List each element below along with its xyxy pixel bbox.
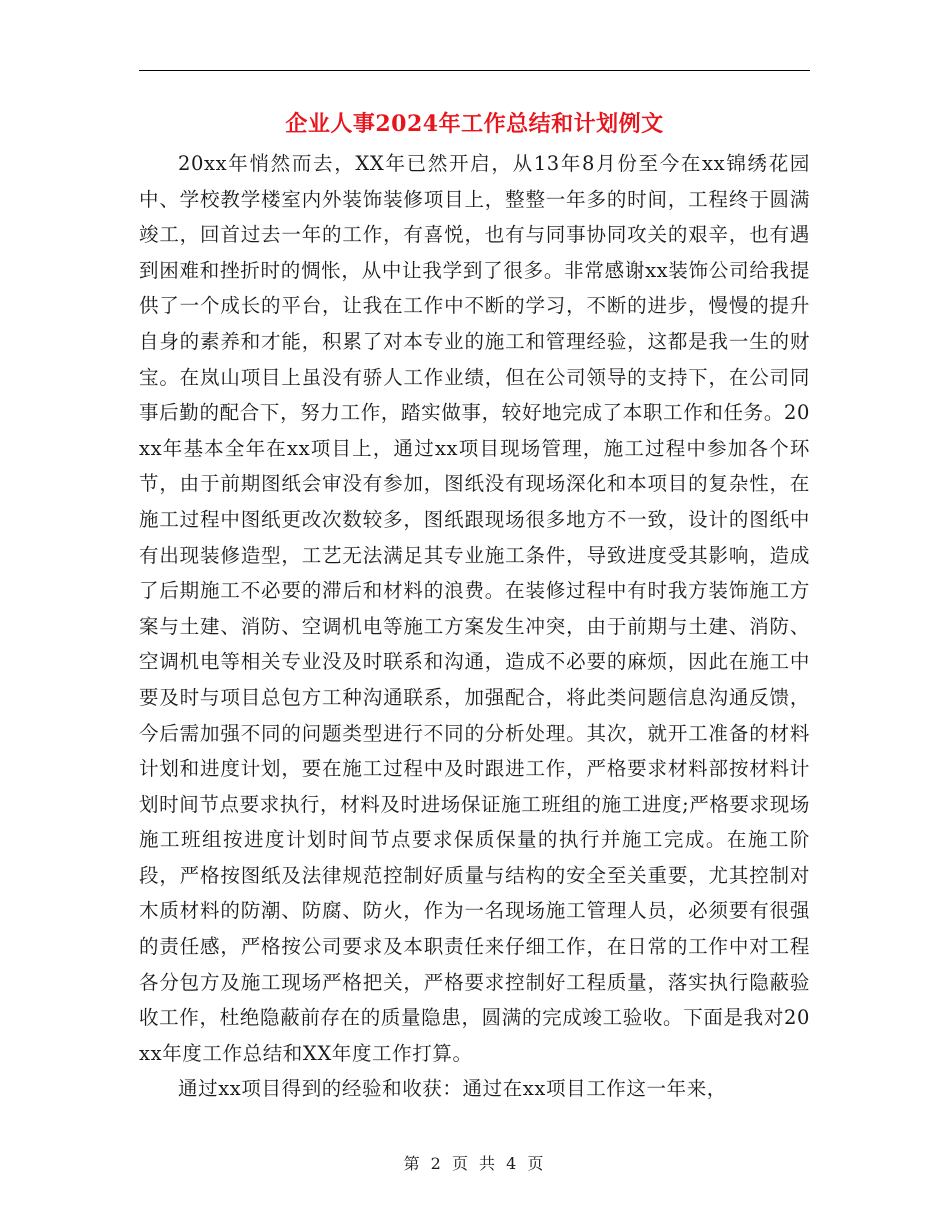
body-paragraph: 20xx年悄然而去，XX年已然开启，从13年8月份至今在xx锦绣花园中、学校教学楼室内外装饰装修项目上，整整一年多的时间，工程终于圆满竣工，回首过去一年的工作，有喜悦，也有与同事协同攻关的艰辛，也有遇到困难和挫折时的惆怅，从中让我学到了很多。非常感谢xx装饰公司给我提供了一个成长的平台，让我在工作中不断的学习，不断的进步，慢慢的提升自身的素养和才能，积累了对本专业的施工和管理经验，这都是我一生的财宝。在岚山项目上虽没有骄人工作业绩，但在公司领导的支持下，在公司同事后勤的配合下，努力工作，踏实做事，较好地完成了本职工作和任务。20xx年基本全年在xx项目上，通过xx项目现场管理，施工过程中参加各个环节，由于前期图纸会审没有参加，图纸没有现场深化和本项目的复杂性，在施工过程中图纸更改次数较多，图纸跟现场很多地方不一致，设计的图纸中有出现装修造型，工艺无法满足其专业施工条件，导致进度受其影响，造成了后期施工不必要的滞后和材料的浪费。在装修过程中有时我方装饰施工方案与土建、消防、空调机电等施工方案发生冲突，由于前期与土建、消防、空调机电等相关专业没及时联系和沟通，造成不必要的麻烦，因此在施工中要及时与项目总包方工种沟通联系，加强配合，将此类问题信息沟通反馈，今后需加强不同的问题类型进行不同的分析处理。其次，就开工准备的材料计划和进度计划，要在施工过程中及时跟进工作，严格要求材料部按材料计划时间节点要求执行，材料及时进场保证施工班组的施工进度;严格要求现场施工班组按进度计划时间节点要求保质保量的执行并施工完成。在施工阶段，严格按图纸及法律规范控制好质量与结构的安全至关重要，尤其控制对木质材料的防潮、防腐、防火，作为一名现场施工管理人员，必须要有很强的责任感，严格按公司要求及本职责任来仔细工作，在日常的工作中对工程各分包方及施工现场严格把关，严格要求控制好工程质量，落实执行隐蔽验收工作，杜绝隐蔽前存在的质量隐患，圆满的完成竣工验收。下面是我对20xx年度工作总结和XX年度工作打算。 xyxy=(139,152,810,1065)
document-title: 企业人事2024年工作总结和计划例文 xyxy=(285,111,664,137)
body-paragraph: 通过xx项目得到的经验和收获：通过在xx项目工作这一年来， xyxy=(178,1077,727,1101)
document-body xyxy=(139,146,810,1107)
page-number-footer: 第 2 页 共 4 页 xyxy=(403,1154,547,1173)
header-rule xyxy=(139,70,810,71)
